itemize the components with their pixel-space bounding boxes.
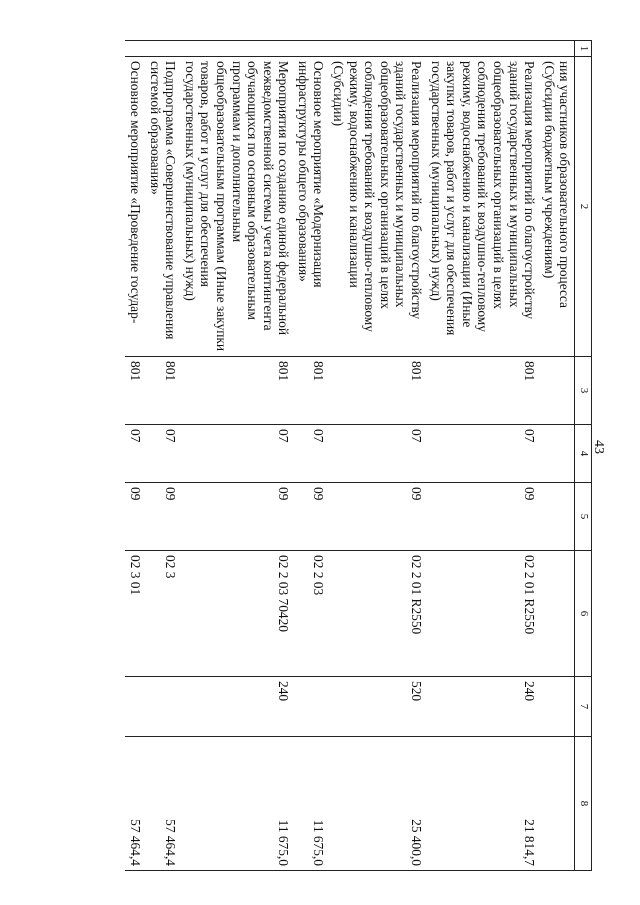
- amount: 11 675,0: [180, 737, 293, 871]
- section-code: 07: [125, 425, 145, 483]
- table-row: [539, 41, 575, 871]
- item-name: Мероприятия по созданию единой федеральной межведомственной системы учета контингента обучающихся по основным образовательным программам и дополнительным общеобразовательным программам (Иные закупки товаров, работ и услуг для обеспечения государственных (муниципальных) нужд): [180, 57, 293, 357]
- item-name: Основное мероприятие «Модернизация инфраструктуры общего образования»: [293, 57, 328, 357]
- page-number: 43: [591, 440, 606, 454]
- ministry-code: 801: [145, 357, 180, 425]
- row-number-cell: [293, 41, 328, 57]
- amount: 57 464,4: [145, 737, 180, 871]
- subsection-code: 09: [145, 483, 180, 551]
- ministry-code: 801: [426, 357, 539, 425]
- ministry-code: 801: [180, 357, 293, 425]
- subsection-code: 09: [293, 483, 328, 551]
- table-row: [145, 41, 180, 871]
- item-name: Реализация мероприятий по благоустройству зданий государственных и муниципальных общеобразовательных организаций в целях соблюдения требований к воздушно-тепловому режиму, водоснабжению и канализации (Субсидии): [329, 57, 427, 357]
- header-cell: 8: [575, 737, 592, 871]
- row-number-cell: [539, 41, 575, 57]
- section-code: 07: [293, 425, 328, 483]
- ministry-code: 801: [329, 357, 427, 425]
- amount: 21 814,7: [426, 737, 539, 871]
- section-code: 07: [426, 425, 539, 483]
- amount: 57 464,4: [125, 737, 145, 871]
- subsection-code: 09: [329, 483, 427, 551]
- amount: 11 675,0: [293, 737, 328, 871]
- table-row: [180, 41, 293, 871]
- subsection-code: [539, 483, 575, 551]
- target-article: [539, 551, 575, 677]
- target-article: 02 2 03 70420: [180, 551, 293, 677]
- header-cell: 6: [575, 551, 592, 677]
- item-name: ния участников образовательного процесса (Субсидии бюджетным учреждениям): [539, 57, 575, 357]
- target-article: 02 2 01 R2550: [329, 551, 427, 677]
- header-cell: 1: [575, 41, 592, 57]
- row-number-cell: [145, 41, 180, 57]
- budget-table: [125, 40, 592, 871]
- expense-type: [293, 677, 328, 737]
- target-article: 02 3: [145, 551, 180, 677]
- amount: 25 400,0: [329, 737, 427, 871]
- subsection-code: 09: [180, 483, 293, 551]
- section-code: [539, 425, 575, 483]
- header-cell: 7: [575, 677, 592, 737]
- row-number-cell: [329, 41, 427, 57]
- table-row: [293, 41, 328, 871]
- header-row: [575, 41, 592, 871]
- ministry-code: 801: [293, 357, 328, 425]
- subsection-code: 09: [125, 483, 145, 551]
- table-row: [426, 41, 539, 871]
- ministry-code: 801: [125, 357, 145, 425]
- expense-type: [539, 677, 575, 737]
- table-row: [125, 41, 145, 871]
- row-number-cell: [125, 41, 145, 57]
- target-article: 02 3 01: [125, 551, 145, 677]
- ministry-code: [539, 357, 575, 425]
- item-name: Подпрограмма «Совершенствование управления системой образования»: [145, 57, 180, 357]
- section-code: 07: [329, 425, 427, 483]
- expense-type: [125, 677, 145, 737]
- subsection-code: 09: [426, 483, 539, 551]
- expense-type: 240: [426, 677, 539, 737]
- row-number-cell: [180, 41, 293, 57]
- expense-type: [145, 677, 180, 737]
- header-cell: 5: [575, 483, 592, 551]
- expense-type: 240: [180, 677, 293, 737]
- section-code: 07: [180, 425, 293, 483]
- row-number-cell: [426, 41, 539, 57]
- expense-type: 520: [329, 677, 427, 737]
- item-name: Основное мероприятие «Проведение государ-: [125, 57, 145, 357]
- target-article: 02 2 01 R2550: [426, 551, 539, 677]
- section-code: 07: [145, 425, 180, 483]
- header-cell: 4: [575, 425, 592, 483]
- item-name: Реализация мероприятий по благоустройству зданий государственных и муниципальных общеобразовательных организаций в целях соблюдения требований к воздушно-тепловому режиму, водоснабжению и канализации (Иные закупки товаров, работ и услуг для обеспечения государственных (муниципальных) нужд): [426, 57, 539, 357]
- table-row: [329, 41, 427, 871]
- amount: [539, 737, 575, 871]
- header-cell: 2: [575, 57, 592, 357]
- target-article: 02 2 03: [293, 551, 328, 677]
- header-cell: 3: [575, 357, 592, 425]
